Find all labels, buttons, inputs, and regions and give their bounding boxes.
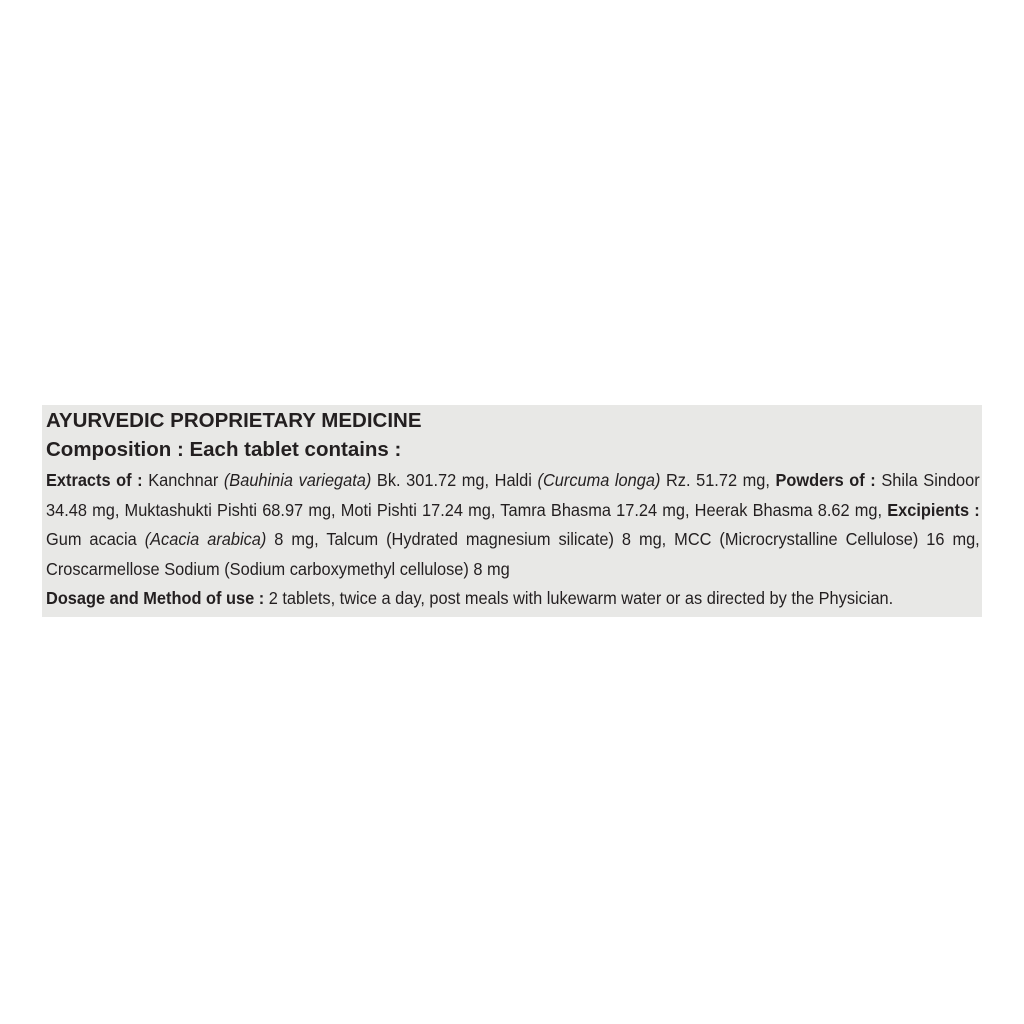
gum-acacia-latin-name: (Acacia arabica) (144, 529, 267, 549)
haldi-latin-name: (Curcuma longa) (537, 470, 661, 490)
kanchnar-latin-name: (Bauhinia variegata) (223, 470, 372, 490)
kanchnar-name: Kanchnar (142, 470, 224, 490)
haldi-dose: Rz. 51.72 mg, (660, 470, 776, 490)
dosage-paragraph (46, 584, 980, 614)
dosage-label: Dosage and Method of use : (46, 588, 265, 608)
label-title: AYURVEDIC PROPRIETARY MEDICINE (46, 409, 422, 432)
extracts-label: Extracts of : (46, 470, 143, 490)
composition-text (46, 466, 980, 614)
gum-acacia-name: Gum acacia (46, 529, 145, 549)
dosage-text: 2 tablets, twice a day, post meals with lukewarm water or as directed by the Physician. (264, 588, 894, 608)
powders-label: Powders of : (775, 470, 876, 490)
excipients-list: 8 mg, Talcum (Hydrated magnesium silicate) 8 mg, MCC (Microcrystalline Cellulose) 16 mg, Croscarmellose Sodium (Sodium carboxymethyl cellulose) 8 mg (46, 529, 980, 579)
kanchnar-dose: Bk. 301.72 mg, Haldi (371, 470, 538, 490)
medicine-label-panel (42, 405, 982, 617)
excipients-label: Excipients : (887, 499, 980, 520)
composition-paragraph (46, 466, 980, 584)
composition-heading: Composition : Each tablet contains : (46, 438, 402, 461)
powders-list: Shila Sindoor 34.48 mg, Muktashukti Pishti 68.97 mg, Moti Pishti 17.24 mg, Tamra Bhasma 17.24 mg, Heerak Bhasma 8.62 mg, (46, 470, 980, 520)
